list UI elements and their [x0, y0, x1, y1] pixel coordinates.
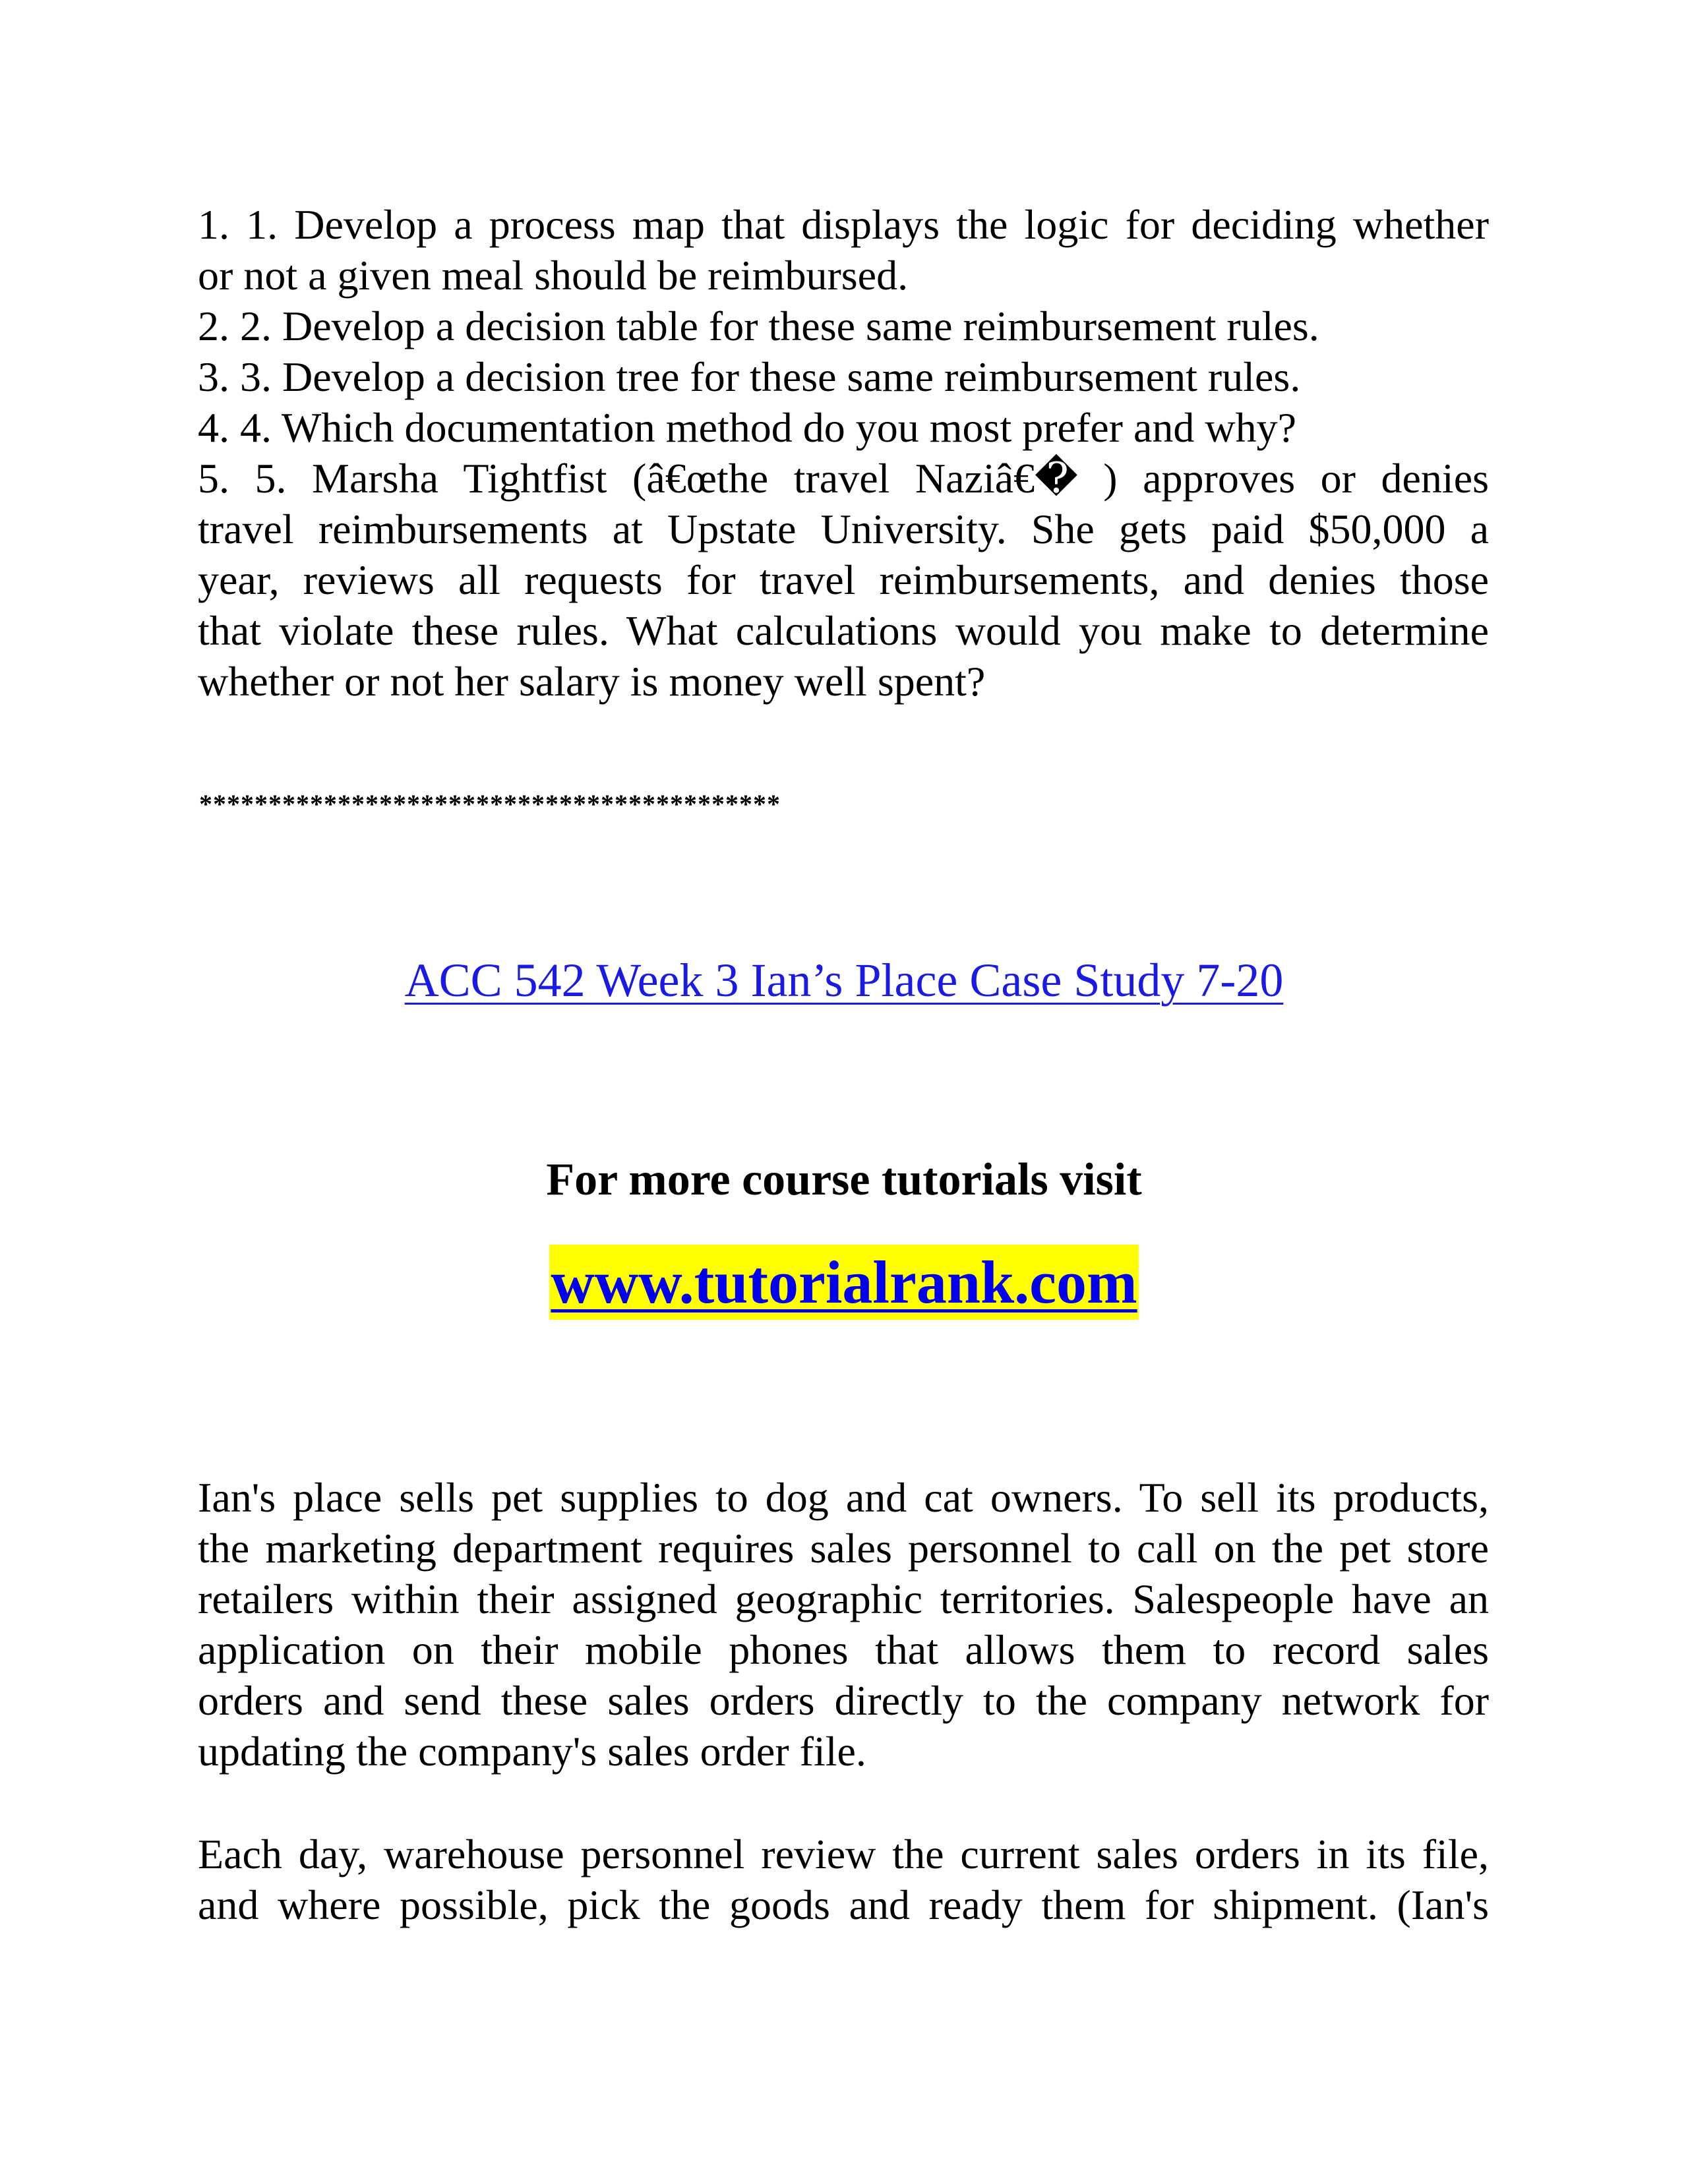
promo-url-link[interactable]: www.tutorialrank.com [549, 1245, 1138, 1320]
question-1-line-2: or not a given meal should be reimbursed. [198, 252, 909, 299]
question-2: 2. 2. Develop a decision table for these same reimbursement rules. [198, 303, 1319, 349]
asterisk-separator: ****************************************** [199, 789, 781, 819]
question-5-line-5: whether or not her salary is money well spent? [198, 658, 986, 705]
question-1-line-1: 1. 1. Develop a process map that displays the logic for deciding whether [198, 201, 1489, 248]
question-5-line-2: travel reimbursements at Upstate University. She gets paid $50,000 a [198, 506, 1489, 552]
promo-heading: For more course tutorials visit [546, 1154, 1142, 1205]
question-3: 3. 3. Develop a decision tree for these same reimbursement rules. [198, 353, 1301, 400]
paragraph-1-line-3: retailers within their assigned geographic territories. Salespeople have an [198, 1576, 1489, 1622]
paragraph-2-line-1: Each day, warehouse personnel review the current sales orders in its file, [198, 1831, 1489, 1877]
paragraph-1-line-4: application on their mobile phones that allows them to record sales [198, 1626, 1489, 1673]
question-5-line-3: year, reviews all requests for travel reimbursements, and denies those [198, 556, 1489, 603]
case-paragraph-2 [198, 1829, 1489, 1930]
question-list [198, 199, 1489, 707]
paragraph-1-line-1: Ian's place sells pet supplies to dog and cat owners. To sell its products, [198, 1474, 1489, 1521]
promo-url-container [0, 1245, 1688, 1320]
question-5-line-4: that violate these rules. What calculations would you make to determine [198, 607, 1489, 654]
question-5-line-1: 5. 5. Marsha Tightfist (â€œthe travel Naziâ€� ) approves or denies [198, 455, 1489, 502]
paragraph-1-line-2: the marketing department requires sales personnel to call on the pet store [198, 1525, 1489, 1572]
paragraph-1-line-5: orders and send these sales orders directly to the company network for [198, 1677, 1489, 1724]
question-4: 4. 4. Which documentation method do you most prefer and why? [198, 404, 1296, 451]
case-paragraph-1 [198, 1472, 1489, 1777]
paragraph-2-line-2: and where possible, pick the goods and ready them for shipment. (Ian's [198, 1881, 1489, 1928]
paragraph-1-line-6: updating the company's sales order file. [198, 1728, 866, 1775]
case-study-link[interactable]: ACC 542 Week 3 Ian’s Place Case Study 7-20 [404, 954, 1284, 1007]
